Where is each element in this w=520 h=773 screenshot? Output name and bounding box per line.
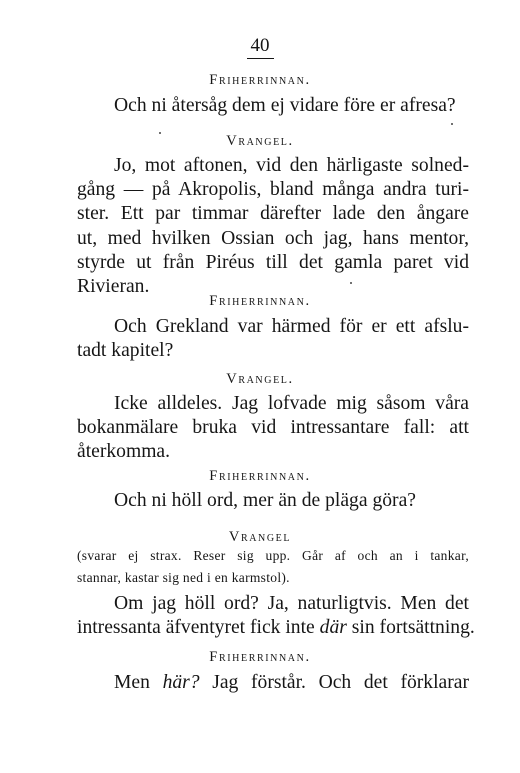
stage-line: stannar, kastar sig ned i en karmstol). bbox=[77, 570, 290, 585]
dialogue-paragraph bbox=[77, 671, 469, 695]
emphasized-word: här? bbox=[162, 672, 200, 693]
dialogue-paragraph bbox=[77, 489, 469, 513]
speaker-name: Friherrinnan. bbox=[209, 649, 311, 665]
dialogue-paragraph bbox=[77, 315, 469, 363]
stage-line: (svarar ej strax. Reser sig upp. Går af och an i tankar, bbox=[77, 548, 469, 563]
text-line-with-emphasis: intressanta äfventyret fick inte där sin fortsättning. bbox=[77, 617, 475, 639]
print-speck bbox=[159, 132, 161, 134]
text-line: återkomma. bbox=[77, 441, 171, 463]
speaker-name: Vrangel. bbox=[226, 133, 294, 149]
text-line: Jo, mot aftonen, vid den härligaste solned- bbox=[114, 155, 469, 176]
print-speck bbox=[451, 123, 453, 125]
dialogue-paragraph bbox=[77, 154, 469, 299]
speaker-name: Friherrinnan. bbox=[209, 468, 311, 484]
print-speck bbox=[350, 282, 352, 284]
page-number: 40 bbox=[0, 36, 520, 59]
text-line: Rivieran. bbox=[77, 275, 150, 297]
text-line: Icke alldeles. Jag lofvade mig såsom våra bbox=[114, 393, 469, 414]
text-line: tadt kapitel? bbox=[77, 340, 174, 362]
dialogue-paragraph bbox=[77, 592, 475, 640]
text-line: Och ni återsåg dem ej vidare före er afresa? bbox=[114, 95, 456, 116]
speaker-name: Vrangel. bbox=[226, 371, 294, 387]
text-line: gång — på Akropolis, bland många andra turi- bbox=[77, 179, 469, 201]
emphasized-word: där bbox=[319, 617, 347, 639]
text-line: styrde ut från Piréus till det gamla paret vid bbox=[77, 251, 469, 273]
dialogue-paragraph bbox=[77, 94, 469, 118]
text-line: Och Grekland var härmed för er ett afslu- bbox=[114, 316, 469, 337]
text-line: Om jag höll ord? Ja, naturligtvis. Men det bbox=[114, 593, 469, 614]
text-line: bokanmälare bruka vid intressantare fall: att bbox=[77, 417, 469, 439]
speaker-name: Friherrinnan. bbox=[209, 72, 311, 88]
stage-direction bbox=[77, 545, 469, 589]
text-line-with-emphasis: Men här? Jag förstår. Och det förklarar bbox=[114, 672, 469, 693]
speaker-name: Friherrinnan. bbox=[209, 293, 311, 309]
text-line: Och ni höll ord, mer än de pläga göra? bbox=[114, 490, 416, 511]
speaker-name: Vrangel bbox=[228, 529, 292, 545]
dialogue-paragraph bbox=[77, 392, 469, 465]
text-line: ut, med hvilken Ossian och jag, hans mentor, bbox=[77, 227, 469, 249]
text-line: ster. Ett par timmar därefter lade den ångare bbox=[77, 203, 469, 225]
